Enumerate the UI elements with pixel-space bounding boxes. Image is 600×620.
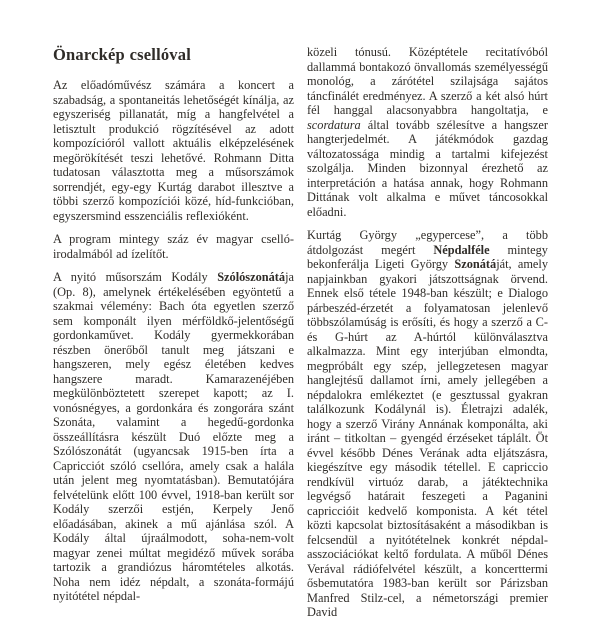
left-column	[53, 45, 294, 620]
page-title: Önarckép csellóval	[53, 45, 191, 64]
paragraph: A nyitó műsorszám Kodály Szólószonátája (Op. 8), amelynek értékelésében egyöntetű a szakmai vélemény: Bach óta egyetlen szerző sem komponált ilyen mérföldkő-jelentőségű gordonkaművet. Kodály gyermekkorában részben önerőből tanult meg játszani e hangszeren, mely egész életében kedves hangszere maradt. Kamarazenéjében megkülönböztetett szerepet kapott; az I. vonósnégyes, a gordonkára és zongorára szánt Szonáta, valamint a hegedű-gordonka összeállításra készült Duó előzte meg a Szólószonátát (ugyancsak 1915-ben írta a Capricciót szóló csellóra, amely csak a halála után jelent meg nyomtatásban). Bemutatójára felvételünk előtt 100 évvel, 1918-ban került sor Kodály szerzői estjén, Kerpely Jenő előadásában, akinek a mű ajánlása szól. A Kodály által újraálmodott, soha-nem-volt magyar zenei múltat megidéző művek sorába tartozik a grandiózus háromtételes alkotás. Noha nem idéz népdalt, a szonáta-formájú nyitótétel népdal-	[53, 270, 294, 603]
paragraph: A program mintegy száz év magyar cselló-irodalmából ad ízelítőt.	[53, 232, 294, 261]
right-column-body	[307, 45, 548, 620]
right-column	[307, 45, 548, 620]
paragraph: Kurtág György „egypercese”, a több átdolgozást megért Népdalféle mintegy bekonferálja Ligeti György Szonátáját, amely napjainkban gyakori játszottságnak örvend. Ennek első tétele 1948-ban készült; e Dialogo párbeszéd-érzetét a folyamatosan jelenlevő többszólamúság is erősíti, és hogy a szerző a C- és G-húrt az A-húrtól különválasztva alkalmazza. Mint egy interjúban elmondta, megpróbált egy szép, jellegzetesen magyar hanglejtésű dallamot írni, amely jellegében a népdalokra emlékeztet (e gesztussal gyakran találkozunk Kodálynál is). Életrajzi adalék, hogy a szerző Virány Annának komponálta, aki iránt – titkoltan – gyengéd érzéseket táplált. Öt évvel később Dénes Verának adta eljátszásra, kiegészítve egy második tétellel. E capriccio rendkívül virtuóz darab, a játéktechnika legvégső határait feszegeti a Paganini capriccióit kedvelő komponista. A két tétel közti kapcsolat biztosításaként a másodikban is felcsendül a nyitótételnek konkrét népdal-asszociációkat keltő fordulata. A műből Dénes Verával rádiófelvétel készült, a koncerttermi ősbemutatóra 1983-ban került sor Párizsban Manfred Stilz-cel, a németországi premier David	[307, 228, 548, 619]
paragraph: Az előadóművész számára a koncert a szabadság, a spontaneitás lehetőségét kínálja, az egyszeriség pillanatát, míg a hangfelvétel a letisztult produkció rögzítésével az adott kompozícióról vallott aktuális elképzelésének megörökítését teszi lehetővé. Rohmann Ditta tudatosan választotta meg a műsorszámok sorrendjét, egy-egy Kurtág darabot illesztve a többi szerző kompozíciói közé, híd-funkcióban, egyszersmind esszenciális reflexióként.	[53, 78, 294, 223]
booklet-page	[53, 45, 549, 619]
two-column-text-block	[53, 45, 549, 620]
paragraph: közeli tónusú. Középtétele recitatívóból dallammá bontakozó önvallomás személyességű monológ, a zárótétel szilajsága sajátos táncfinálét eredményez. A szerző a két alsó húrt fél hanggal alacsonyabbra hangoltatja, e scordatura által tovább szélesítve a hangszer hangterjedelmét. A játékmódok gazdag változatossága mindig a tartalmi kifejezést szolgálja. Minden bizonnyal érezhető az interpretáción a hatása annak, hogy Rohmann Dittának volt alkalma e művet táncosokkal előadni.	[307, 45, 548, 219]
left-column-body	[53, 78, 294, 604]
